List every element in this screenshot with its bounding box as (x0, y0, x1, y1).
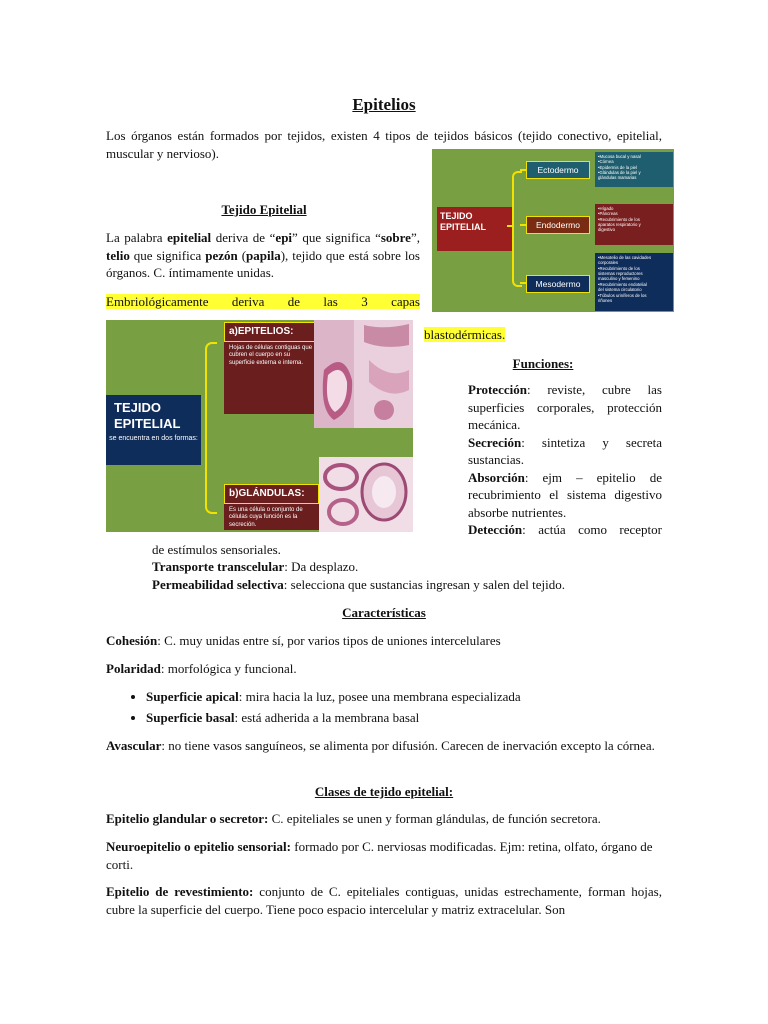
text-run: : mira hacia la luz, posee una membrana especializada (238, 689, 521, 704)
highlighted-text: blastodérmicas. (424, 327, 506, 342)
text-run: ”, (410, 230, 420, 245)
text-run: : no tiene vasos sanguíneos, se alimenta por difusión. Carecen de inervación excepto la córnea. (161, 738, 655, 753)
diagram-root-subtitle: se encuentra en dos formas: (109, 435, 198, 443)
germ-layer-item: masculino y femenino (598, 276, 640, 282)
funcion-text: : ejm – epitelio de recubrimiento el sistema digestivo absorbe nutrientes. (468, 469, 662, 520)
text-run: : C. muy unidas entre sí, por varios tipos de uniones intercelulares (157, 633, 501, 648)
funcion-text: : reviste, cubre las superficies corporales, protección mecánica. (468, 382, 662, 433)
germ-layer-item: •Recubrimiento de los (598, 216, 640, 222)
glandular-paragraph (106, 810, 662, 828)
germ-layer-item: •Glándulas de la piel y (598, 170, 641, 176)
funcion-item (468, 521, 662, 539)
diagram-root-title: TEJIDO EPITELIAL (114, 400, 181, 431)
germ-layer-item: •Epidermis de la piel (598, 164, 638, 170)
funcion-term: Detección (468, 522, 523, 538)
ectodermo-label: Ectodermo (526, 161, 590, 179)
germ-layer-item: sistemas reproductores (598, 271, 643, 277)
glandulas-heading: b)GLÁNDULAS: (224, 484, 319, 504)
polaridad-line (106, 660, 662, 678)
term: Epitelio de revestimiento: (106, 884, 254, 899)
ectodermo-items (595, 152, 673, 187)
germ-layer-item: •Túbulos uriníferos de los (598, 292, 647, 298)
epitelios-card (224, 322, 319, 414)
text-run: : está adherida a la membrana basal (234, 709, 420, 725)
germ-layer-item: corporales (598, 260, 619, 266)
term: Superficie basal (146, 709, 235, 725)
germ-layers-diagram (432, 149, 674, 312)
page-title: Epitelios (352, 95, 416, 114)
germ-layer-item: •Recubrimiento de los (598, 265, 640, 271)
germ-layer-item: glándulas mamarias (598, 175, 637, 181)
list-item (146, 688, 666, 706)
tejido-paragraph (106, 229, 420, 282)
transporte-line (152, 558, 358, 576)
term-telio: telio (106, 247, 130, 263)
clases-heading: Clases de tejido epitelial: (314, 784, 454, 799)
diagram-bracket (205, 342, 217, 514)
funcion-item (468, 434, 662, 469)
mesodermo-label: Mesodermo (526, 275, 590, 293)
germ-layer-item: •Recubrimiento endotelial (598, 281, 647, 287)
term-sobre: sobre (380, 230, 411, 245)
text-run: ), tejido que está sobre los órganos. C. íntimamente unidas. (106, 247, 420, 281)
funcion-term: Secreción (468, 434, 522, 450)
text-run: conjunto de C. epiteliales contiguas, unidas estrechamente, forman hojas, cubre la superficie del cuerpo. Tiene poco espacio intercelular y matriz extracelular. Son (106, 884, 662, 917)
germ-layer-item: •Hígado (598, 206, 614, 211)
text-run: formado por C. nerviosas modificadas. Ejm: retina, olfato, órgano de corti. (106, 839, 653, 872)
germ-layer-item: riñones (598, 297, 613, 303)
cohesion-line (106, 632, 662, 650)
diagram-root-box (106, 395, 201, 465)
mesodermo-items (595, 253, 673, 311)
glandulas-description: Es una célula o conjunto de células cuya función es la secreción. (229, 506, 303, 529)
text-run: C. epiteliales se unen y forman glándulas, de función secretora. (268, 811, 601, 826)
text-run: que significa (129, 247, 206, 263)
diagram-connector (507, 225, 514, 227)
diagram-bracket (512, 171, 522, 287)
glandulas-card (224, 484, 319, 530)
funcion-term: Absorción (468, 469, 525, 485)
permeabilidad-line (152, 576, 565, 594)
germ-layer-item: •Páncreas (598, 211, 618, 217)
deteccion-continuation: de estímulos sensoriales. (152, 542, 281, 557)
term-epi: epi (275, 230, 293, 245)
funciones-list (468, 381, 662, 539)
funcion-term: Protección (468, 382, 527, 397)
embrio-tail (424, 326, 505, 344)
germ-layer-item: aparatos respiratorio y (598, 222, 641, 228)
highlighted-text: Embriológicamente deriva de las 3 capas (106, 294, 420, 309)
text-run: La palabra (106, 230, 168, 245)
funcion-text: : sintetiza y secreta sustancias. (468, 434, 662, 468)
germ-layer-item: digestivo (598, 227, 615, 233)
text-run: deriva de “ (211, 230, 276, 245)
term: Superficie apical (146, 689, 239, 704)
epithelium-micrograph-image (314, 320, 413, 428)
term: Epitelio glandular o secretor: (106, 811, 269, 826)
intro-paragraph: Los órganos están formados por tejidos, existen 4 tipos de tejidos básicos (tejido conectivo, epitelial, muscular y nervioso). (106, 128, 662, 161)
diagram-root-label: TEJIDO EPITELIAL (437, 207, 513, 251)
funcion-item (468, 469, 662, 522)
revestimiento-paragraph (106, 883, 662, 918)
term-papila: papila (246, 247, 281, 263)
germ-layer-item: •Mucosa bucal y nasal (598, 154, 641, 159)
term: Permeabilidad selectiva (152, 577, 284, 592)
term-pezon: pezón (205, 247, 238, 263)
embrio-line (106, 293, 420, 311)
gland-micrograph-image (319, 457, 413, 532)
text-run: ( (237, 247, 247, 263)
funciones-heading: Funciones: (512, 356, 574, 371)
term: Polaridad (106, 661, 161, 676)
funcion-text: : actúa como receptor (522, 522, 662, 538)
avascular-paragraph (106, 737, 662, 755)
germ-layer-item: •Mesotelio de las cavidades (598, 255, 652, 260)
germ-layer-item: •Córnea (598, 159, 614, 165)
funcion-item (468, 381, 662, 434)
term: Cohesión (106, 633, 158, 648)
list-item (146, 709, 666, 727)
germ-layer-item: del sistema circulatorio (598, 287, 642, 293)
polaridad-bullets (128, 688, 666, 729)
tejido-epitelial-diagram (106, 320, 413, 532)
text-run: : selecciona que sustancias ingresan y salen del tejido. (283, 577, 565, 592)
text-run: : Da desplazo. (284, 559, 359, 574)
neuroepitelio-paragraph (106, 838, 662, 873)
endodermo-items (595, 204, 673, 245)
text-run: ” que significa “ (292, 230, 381, 245)
endodermo-label: Endodermo (526, 216, 590, 234)
tejido-epitelial-heading: Tejido Epitelial (221, 202, 307, 217)
term: Neuroepitelio o epitelio sensorial: (106, 839, 291, 854)
text-run: : morfológica y funcional. (160, 661, 297, 676)
term: Transporte transcelular (152, 559, 285, 574)
caracteristicas-heading: Características (342, 605, 426, 620)
term: Avascular (106, 738, 162, 753)
term-epitelial: epitelial (167, 230, 212, 245)
epitelios-description: Hojas de células contiguas que cubren el cuerpo en su superficie externa e interna. (229, 344, 313, 367)
epitelios-heading: a)EPITELIOS: (224, 322, 319, 342)
